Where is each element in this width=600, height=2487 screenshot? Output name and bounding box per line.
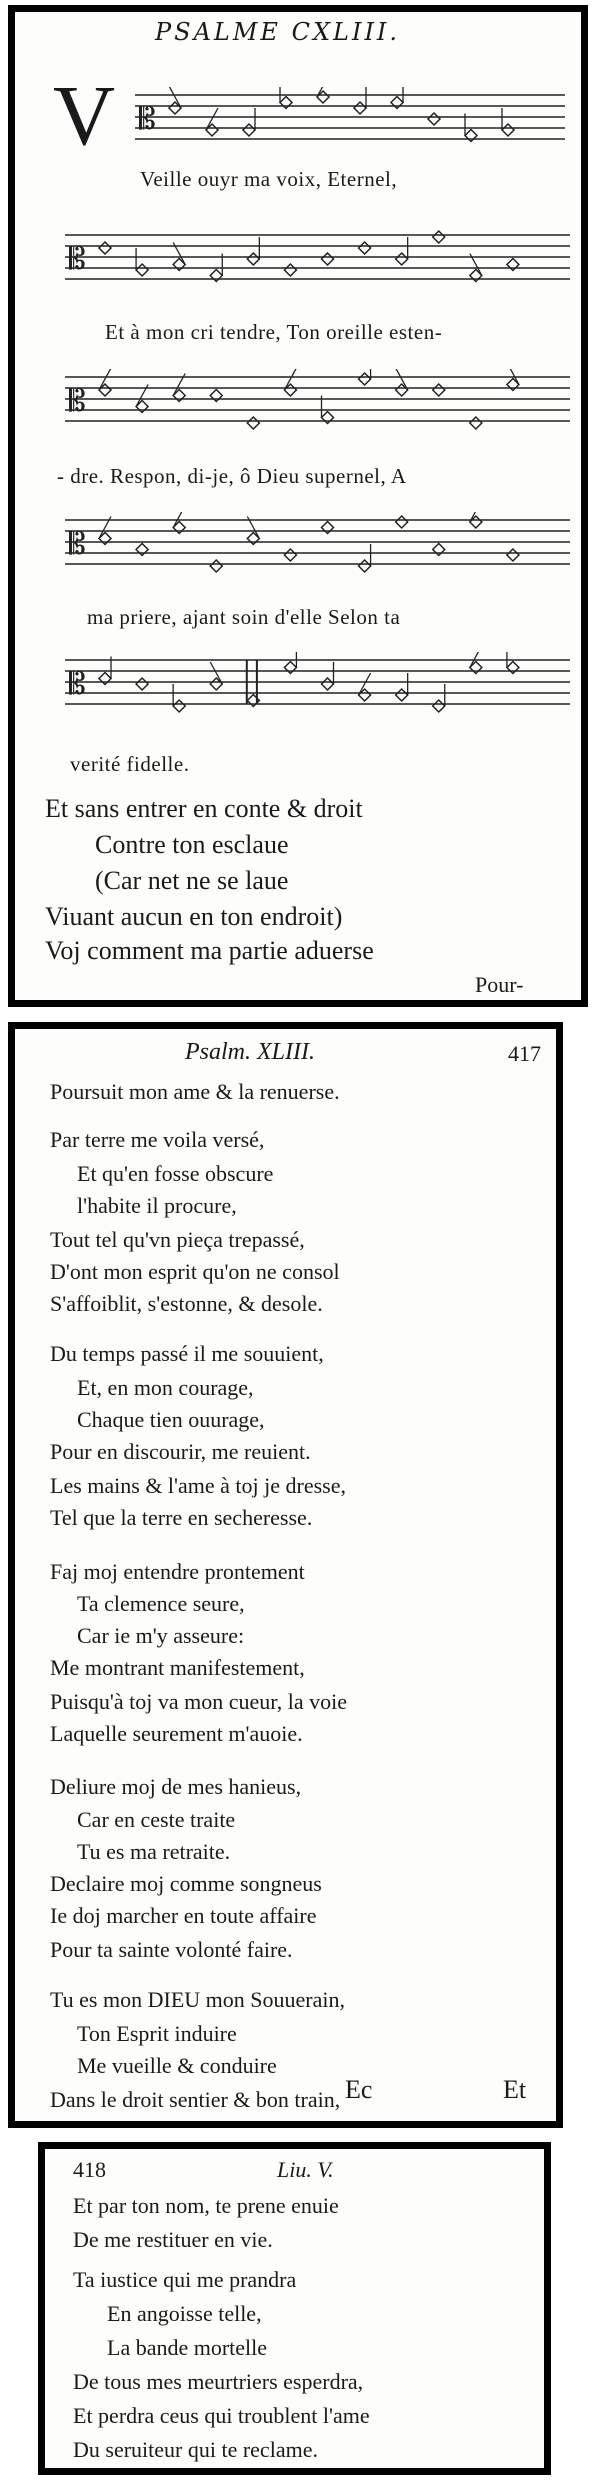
verse-line: D'ont mon esprit qu'on ne consol bbox=[50, 1259, 340, 1284]
footer-mark: Ec bbox=[345, 2075, 373, 2104]
lyric-line-4: ma priere, ajant soin d'elle Selon ta bbox=[87, 605, 401, 629]
verse-line: Et qu'en fosse obscure bbox=[77, 1161, 274, 1186]
svg-text:𝄡: 𝄡 bbox=[69, 384, 86, 419]
verse-line: Et perdra ceus qui troublent l'ame bbox=[73, 2403, 370, 2428]
svg-text:𝄡: 𝄡 bbox=[69, 667, 86, 702]
page-header: Psalm. XLIII. bbox=[185, 1039, 315, 1065]
psalm-page-3 bbox=[38, 2142, 551, 2475]
verse-line: Pour en discourir, me reuient. bbox=[50, 1439, 311, 1464]
verse-line: Me vueille & conduire bbox=[77, 2053, 277, 2078]
verse-line: Me montrant manifestement, bbox=[50, 1655, 305, 1680]
verse-line: Pour ta sainte volonté faire. bbox=[50, 1937, 293, 1962]
music-staff-4 bbox=[65, 512, 570, 574]
verse-line: La bande mortelle bbox=[107, 2335, 268, 2360]
verse-line: Dans le droit sentier & bon train, bbox=[50, 2087, 341, 2112]
verse-line: Les mains & l'ame à toj je dresse, bbox=[50, 1473, 346, 1498]
verse-line: Et par ton nom, te prene enuie bbox=[73, 2193, 339, 2218]
verse-line: Viuant aucun en ton endroit) bbox=[45, 902, 343, 931]
page-number: 417 bbox=[508, 1041, 541, 1066]
verse-line: Car en ceste traite bbox=[77, 1807, 236, 1832]
verse-line: De me restituer en vie. bbox=[73, 2227, 273, 2252]
verse-line: Puisqu'à toj va mon cueur, la voie bbox=[50, 1689, 347, 1714]
verse-line: Ton Esprit induire bbox=[77, 2021, 237, 2046]
verse-line: Faj moj entendre prontement bbox=[50, 1559, 305, 1584]
svg-text:𝄡: 𝄡 bbox=[69, 242, 86, 277]
music-staff-3 bbox=[65, 369, 570, 431]
svg-text:𝄡: 𝄡 bbox=[69, 527, 86, 562]
drop-cap-initial: V bbox=[53, 67, 116, 163]
verse-line: Deliure moj de mes hanieus, bbox=[50, 1774, 302, 1799]
verse-line: Du temps passé il me souuient, bbox=[50, 1341, 324, 1366]
music-staff-5 bbox=[65, 652, 570, 714]
catchword: Et bbox=[503, 2075, 527, 2104]
verse-line: Ta iustice qui me prandra bbox=[73, 2267, 297, 2292]
lyric-line-5: verité fidelle. bbox=[70, 752, 190, 776]
verse-line: En angoisse telle, bbox=[107, 2301, 262, 2326]
verse-line: Et sans entrer en conte & droit bbox=[45, 794, 363, 823]
svg-text:𝄡: 𝄡 bbox=[139, 102, 156, 137]
verse-line: Voj comment ma partie aduerse bbox=[45, 936, 374, 965]
verse-line: Par terre me voila versé, bbox=[50, 1127, 265, 1152]
lyric-line-1: Veille ouyr ma voix, Eternel, bbox=[140, 167, 398, 191]
verse-line: Tel que la terre en secheresse. bbox=[50, 1505, 313, 1530]
page-header: PSALME CXLIII. bbox=[155, 18, 401, 46]
psalm-page-2 bbox=[8, 1022, 563, 2128]
page-number: 418 bbox=[73, 2157, 106, 2182]
page-header: Liu. V. bbox=[277, 2157, 334, 2182]
verse-line: Chaque tien ouurage, bbox=[77, 1407, 265, 1432]
catchword: Pour- bbox=[475, 972, 524, 997]
verse-line: Car ie m'y asseure: bbox=[77, 1623, 245, 1648]
verse-line: Contre ton esclaue bbox=[95, 830, 289, 859]
verse-line: l'habite il procure, bbox=[77, 1193, 237, 1218]
verse-line: Tu es mon DIEU mon Souuerain, bbox=[50, 1987, 345, 2012]
verse-line: Ie doj marcher en toute affaire bbox=[50, 1903, 317, 1928]
verse-line: Du seruiteur qui te reclame. bbox=[73, 2437, 318, 2462]
lyric-line-2: Et à mon cri tendre, Ton oreille esten- bbox=[105, 320, 443, 344]
verse-line: (Car net ne se laue bbox=[95, 866, 289, 895]
verse-line: S'affoiblit, s'estonne, & desole. bbox=[50, 1291, 323, 1316]
verse-line: Tu es ma retraite. bbox=[77, 1839, 231, 1864]
lyric-line-3: - dre. Respon, di-je, ô Dieu supernel, A bbox=[57, 464, 407, 488]
verse-line: Laquelle seurement m'auoie. bbox=[50, 1721, 303, 1746]
verse-line: Declaire moj comme songneus bbox=[50, 1871, 322, 1896]
verse-line: Et, en mon courage, bbox=[77, 1375, 254, 1400]
verse-line: Tout tel qu'vn pieça trepassé, bbox=[50, 1227, 305, 1252]
verse-line: Poursuit mon ame & la renuerse. bbox=[50, 1079, 340, 1104]
music-staff-1 bbox=[135, 87, 565, 149]
verse-line: De tous mes meurtriers esperdra, bbox=[73, 2369, 364, 2394]
music-staff-2 bbox=[65, 227, 570, 289]
verse-line: Ta clemence seure, bbox=[77, 1591, 245, 1616]
psalm-page-1 bbox=[8, 5, 588, 1007]
